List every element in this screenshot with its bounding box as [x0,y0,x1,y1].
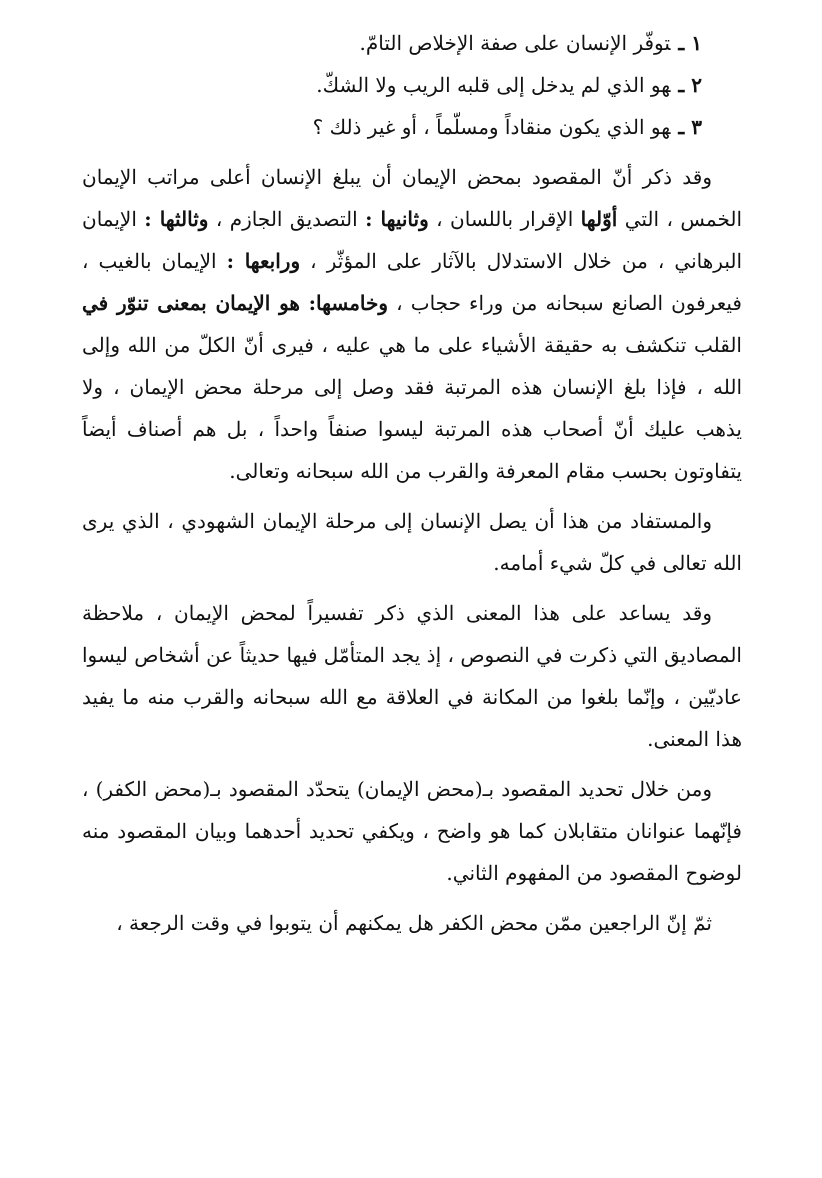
list-text: توفّر الإنسان على صفة الإخلاص التامّ. [359,31,671,55]
text-run: الإيمان البرهاني ، من خلال الاستدلال بالآثار على المؤثّر ، [82,207,743,273]
text-run: الإيمان بالغيب ، فيعرفون الصانع سبحانه من وراء حجاب ، [82,249,742,315]
list-number: ١ ـ [678,31,702,55]
list-item [82,22,742,64]
paragraph-repentance: ثمّ إنّ الراجعين ممّن محض الكفر هل يمكنهم أن يتوبوا في وقت الرجعة ، [116,911,712,935]
bold-term: ورابعها : [226,249,301,273]
paragraph-witnessing-faith: والمستفاد من هذا أن يصل الإنسان إلى مرحلة الإيمان الشهودي ، الذي يرى الله تعالى في كلّ شيء أمامه. [82,509,742,575]
bold-term: أوّلها [580,207,618,231]
bold-term: وثالثها : [144,207,209,231]
paragraph-pure-disbelief: ومن خلال تحديد المقصود بـ(محض الإيمان) يتحدّد المقصود بـ(محض الكفر) ، فإنّهما عنوانان متقابلان كما هو واضح ، ويكفي تحديد أحدهما وبيان المقصود منه لوضوح المقصود من المفهوم الثاني. [82,777,742,885]
list-number: ٣ ـ [678,115,702,139]
bold-term: وخامسها: هو الإيمان بمعنى تنوّر في [82,291,389,315]
text-run: التصديق الجازم ، [208,207,366,231]
list-item [82,64,742,106]
text-run: الإقرار باللسان ، [428,207,581,231]
paragraph-examples: وقد يساعد على هذا المعنى الذي ذكر تفسيراً لمحض الإيمان ، ملاحظة المصاديق التي ذكرت في النصوص ، إذ يجد المتأمّل فيها حديثاً عن أشخاص ليسوا عاديّين ، وإنّما بلغوا من المكانة في العلاقة مع الله سبحانه والقرب منه ما يفيد هذا المعنى. [82,601,742,751]
page-body [82,22,742,944]
list-number: ٢ ـ [678,73,702,97]
numbered-list [82,22,742,148]
paragraph-ranks-of-faith [82,156,742,492]
text-run: وقد ذكر أنّ المقصود بمحض الإيمان أن يبلغ الإنسان أعلى مراتب الإيمان الخمس ، التي [82,165,742,231]
list-text: هو الذي لم يدخل إلى قلبه الريب ولا الشكّ. [316,73,671,97]
list-text: هو الذي يكون منقاداً ومسلّماً ، أو غير ذلك ؟ [312,115,671,139]
text-run: القلب تنكشف به حقيقة الأشياء على ما هي عليه ، فيرى أنّ الكلّ من الله وإلى الله ، فإذا بلغ الإنسان هذه المرتبة فقد وصل إلى مرحلة محض الإيمان ، ولا يذهب عليك أنّ أصحاب هذه المرتبة ليسوا صنفاً واحداً ، بل هم أصناف أيضاً يتفاوتون بحسب مقام المعرفة والقرب من الله سبحانه وتعالى. [82,333,742,483]
bold-term: وثانيها : [365,207,429,231]
list-item [82,106,742,148]
